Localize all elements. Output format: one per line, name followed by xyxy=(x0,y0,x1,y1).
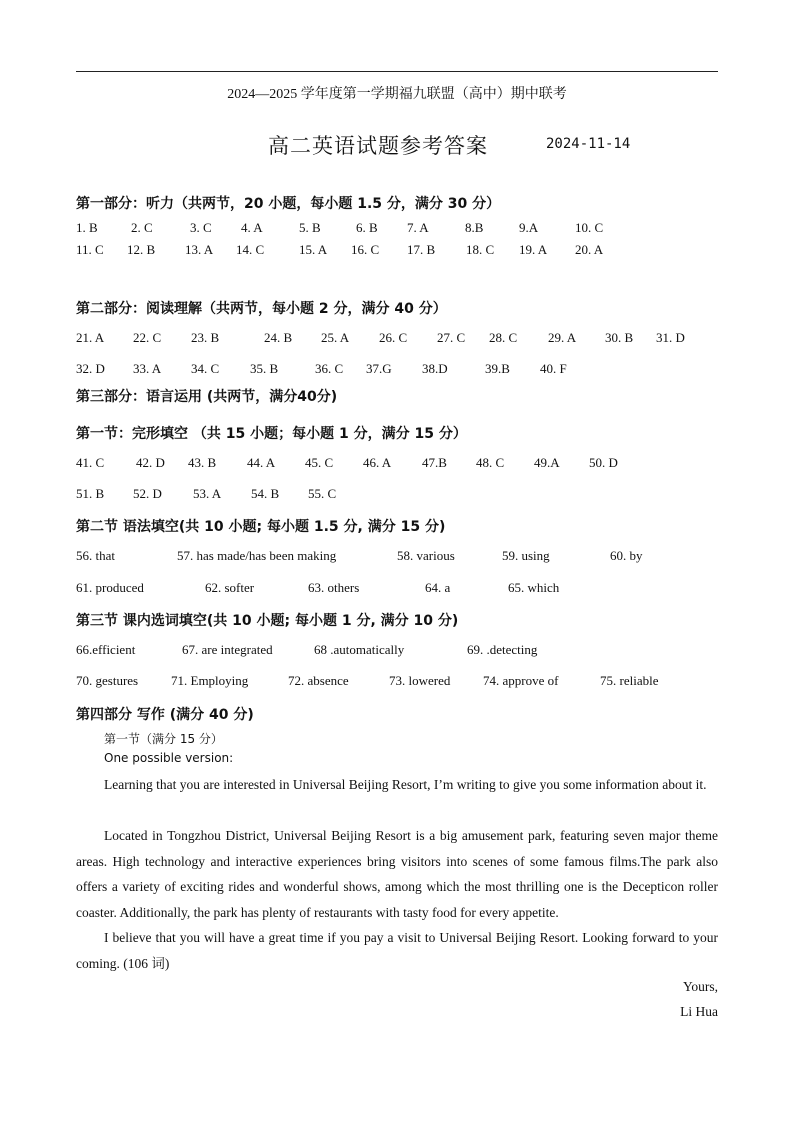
answer: 5. B xyxy=(299,220,321,235)
essay-paragraph: Learning that you are interested in Universal Beijing Resort, I’m writing to give you some information about it. xyxy=(104,777,707,792)
top-rule xyxy=(76,71,718,72)
answer: 32. D xyxy=(76,361,105,376)
answer: 25. A xyxy=(321,330,350,345)
answer: 64. a xyxy=(425,580,451,595)
answer: 14. C xyxy=(236,242,265,257)
answer: 35. B xyxy=(250,361,279,376)
answer: 38.D xyxy=(422,361,448,376)
answer: 49.A xyxy=(534,455,560,470)
part3-section3-heading: 第三节 课内选词填空(共 10 小题; 每小题 1 分, 满分 10 分) xyxy=(76,613,459,629)
answer: 59. using xyxy=(502,548,550,563)
answer: 24. B xyxy=(264,330,293,345)
answer: 66.efficient xyxy=(76,642,136,657)
answer-row xyxy=(76,580,736,598)
answer: 28. C xyxy=(489,330,518,345)
answer: 75. reliable xyxy=(600,673,659,688)
answer: 52. D xyxy=(133,486,162,501)
answer: 19. A xyxy=(519,242,548,257)
answer: 54. B xyxy=(251,486,280,501)
answer: 8.B xyxy=(465,220,484,235)
answer: 27. C xyxy=(437,330,466,345)
answer: 3. C xyxy=(190,220,212,235)
answer: 18. C xyxy=(466,242,495,257)
answer-row xyxy=(76,642,736,660)
answer: 51. B xyxy=(76,486,105,501)
answer-row xyxy=(76,242,736,260)
answer: 48. C xyxy=(476,455,505,470)
answer: 37.G xyxy=(366,361,392,376)
signature: Li Hua xyxy=(680,1004,718,1019)
answer: 16. C xyxy=(351,242,380,257)
answer: 45. C xyxy=(305,455,334,470)
answer: 22. C xyxy=(133,330,162,345)
answer: 36. C xyxy=(315,361,344,376)
answer: 31. D xyxy=(656,330,685,345)
answer: 33. A xyxy=(133,361,162,376)
answer: 41. C xyxy=(76,455,105,470)
answer: 74. approve of xyxy=(483,673,559,688)
part3-heading: 第三部分：语言运用 (共两节，满分40分) xyxy=(76,389,338,405)
answer: 12. B xyxy=(127,242,156,257)
part3-section2-heading: 第二节 语法填空(共 10 小题; 每小题 1.5 分, 满分 15 分) xyxy=(76,519,446,535)
answer: 21. A xyxy=(76,330,105,345)
answer: 56. that xyxy=(76,548,115,563)
answer: 30. B xyxy=(605,330,634,345)
answer: 7. A xyxy=(407,220,429,235)
part4-heading: 第四部分 写作 (满分 40 分) xyxy=(76,707,254,723)
part4-section1-label: 第一节（满分 15 分） xyxy=(104,732,223,746)
answer: 34. C xyxy=(191,361,220,376)
answer-row xyxy=(76,548,736,566)
exam-header: 2024—2025 学年度第一学期福九联盟（高中）期中联考 xyxy=(227,87,567,102)
answer: 71. Employing xyxy=(171,673,249,688)
answer: 26. C xyxy=(379,330,408,345)
answer-row xyxy=(76,673,736,691)
answer: 67. are integrated xyxy=(182,642,273,657)
part2-heading: 第二部分：阅读理解（共两节，每小题 2 分，满分 40 分） xyxy=(76,301,447,317)
answer: 69. .detecting xyxy=(467,642,538,657)
answer: 50. D xyxy=(589,455,618,470)
answer: 44. A xyxy=(247,455,276,470)
page-title: 高二英语试题参考答案 xyxy=(268,134,488,158)
answer: 40. F xyxy=(540,361,567,376)
answer: 62. softer xyxy=(205,580,255,595)
answer: 53. A xyxy=(193,486,222,501)
answer: 70. gestures xyxy=(76,673,139,688)
answer: 10. C xyxy=(575,220,604,235)
version-label: One possible version: xyxy=(104,751,234,765)
part3-section1-heading: 第一节：完形填空 （共 15 小题；每小题 1 分，满分 15 分） xyxy=(76,426,467,442)
answer-row xyxy=(76,220,736,238)
answer: 13. A xyxy=(185,242,214,257)
answer: 55. C xyxy=(308,486,337,501)
answer: 57. has made/has been making xyxy=(177,548,337,563)
answer: 47.B xyxy=(422,455,447,470)
answer: 29. A xyxy=(548,330,577,345)
answer: 17. B xyxy=(407,242,436,257)
answer: 46. A xyxy=(363,455,392,470)
answer: 61. produced xyxy=(76,580,144,595)
answer: 11. C xyxy=(76,242,104,257)
essay-paragraph: Located in Tongzhou District, Universal Beijing Resort is a big amusement park, featuring seven major theme areas. High technology and interactive experiences bring visitors into scenes of some famous films.The park also offers a variety of exciting rides and wonderful shows, among which the most thrilling one is the Decepticon roller coaster. Additionally, the park has plenty of restaurants with tasty food for every appetite. xyxy=(76,828,718,920)
answer: 65. which xyxy=(508,580,560,595)
answer: 68 .automatically xyxy=(314,642,405,657)
answer: 9.A xyxy=(519,220,539,235)
answer: 6. B xyxy=(356,220,378,235)
answer: 42. D xyxy=(136,455,165,470)
answer-row xyxy=(76,486,736,504)
answer: 23. B xyxy=(191,330,220,345)
answer-row xyxy=(76,330,736,348)
answer: 39.B xyxy=(485,361,510,376)
answer: 72. absence xyxy=(288,673,349,688)
answer: 73. lowered xyxy=(389,673,451,688)
answer: 2. C xyxy=(131,220,153,235)
answer: 1. B xyxy=(76,220,98,235)
answer: 4. A xyxy=(241,220,263,235)
answer: 43. B xyxy=(188,455,217,470)
answer: 15. A xyxy=(299,242,328,257)
part1-heading: 第一部分：听力（共两节，20 小题，每小题 1.5 分，满分 30 分） xyxy=(76,196,501,212)
essay-paragraph: I believe that you will have a great time if you pay a visit to Universal Beijing Resort. Looking forward to your coming. (106 词) xyxy=(76,930,718,971)
answer: 58. various xyxy=(397,548,455,563)
answer-row xyxy=(76,455,736,473)
exam-date: 2024-11-14 xyxy=(546,136,631,152)
answer: 60. by xyxy=(610,548,643,563)
closing: Yours, xyxy=(682,979,718,994)
answer: 63. others xyxy=(308,580,360,595)
answer-row xyxy=(76,361,736,379)
answer: 20. A xyxy=(575,242,604,257)
